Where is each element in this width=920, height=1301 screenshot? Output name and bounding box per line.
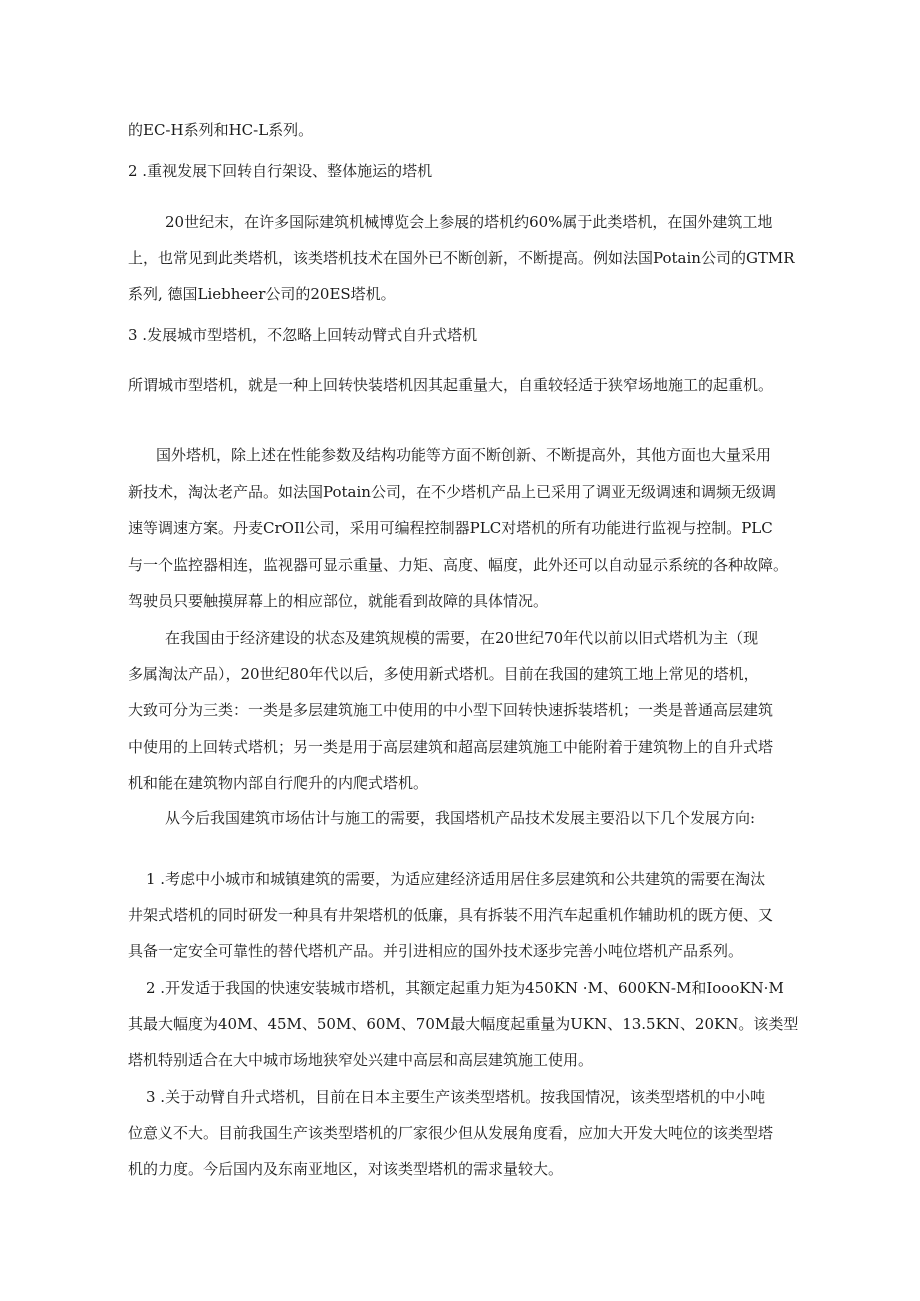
text-line: 位意义不大。目前我国生产该类型塔机的厂家很少但从发展角度看，应加大开发大吨位的该类型塔 (128, 1124, 774, 1142)
text-line: 多属淘汰产品），20世纪80年代以后，多使用新式塔机。目前在我国的建筑工地上常见的塔机， (128, 665, 759, 683)
list-item: 3 .关于动臂自升式塔机，目前在日本主要生产该类型塔机。按我国情况，该类型塔机的中小吨 (146, 1088, 766, 1106)
text-line: 具备一定安全可靠性的替代塔机产品。并引进相应的国外技术逐步完善小吨位塔机产品系列。 (128, 942, 744, 960)
text-line: 在我国由于经济建设的状态及建筑规模的需要，在20世纪70年代以前以旧式塔机为主（现 (165, 629, 759, 647)
text-line: 新技术，淘汰老产品。如法国Potain公司，在不少塔机产品上已采用了调亚无级调速和调频无级调 (128, 483, 776, 501)
text-line: 系列, 德国Liebheer公司的20ES塔机。 (128, 285, 396, 303)
text-line: 从今后我国建筑市场估计与施工的需要，我国塔机产品技术发展主要沿以下几个发展方向: (165, 809, 756, 827)
text-line: 大致可分为三类：一类是多层建筑施工中使用的中小型下回转快速拆装塔机；一类是普通高层建筑 (128, 701, 774, 719)
text-line: 塔机特别适合在大中城市场地狭窄处兴建中高层和高层建筑施工使用。 (128, 1051, 594, 1069)
list-heading: 3 .发展城市型塔机，不忽略上回转动臂式自升式塔机 (128, 326, 478, 344)
text-line: 的EC-H系列和HC-L系列。 (128, 121, 314, 139)
list-item: 2 .开发适于我国的快速安装城市塔机，其额定起重力矩为450KN ·M、600KN-M和IoooKN·M (146, 979, 784, 997)
text-line: 驾驶员只要触摸屏幕上的相应部位，就能看到故障的具体情况。 (128, 592, 549, 610)
text-line: 所谓城市型塔机，就是一种上回转快装塔机因其起重量大，自重较轻适于狭窄场地施工的起重机。 (128, 376, 774, 394)
list-item: 1 .考虑中小城市和城镇建筑的需要，为适应建经济适用居住多层建筑和公共建筑的需要在淘汰 (146, 870, 766, 888)
list-heading: 2 .重视发展下回转自行架设、整体施运的塔机 (128, 162, 433, 180)
text-line: 与一个监控器相连，监视器可显示重量、力矩、高度、幅度，此外还可以自动显示系统的各种故障。 (128, 556, 789, 574)
text-line: 其最大幅度为40M、45M、50M、60M、70M最大幅度起重量为UKN、13.5KN、20KN。该类型 (128, 1015, 799, 1033)
text-line: 中使用的上回转式塔机；另一类是用于高层建筑和超高层建筑施工中能附着于建筑物上的自升式塔 (128, 738, 774, 756)
text-line: 井架式塔机的同时研发一种具有井架塔机的低廉，具有拆装不用汽车起重机作辅助机的既方便、又 (128, 906, 774, 924)
text-line: 机的力度。今后国内及东南亚地区，对该类型塔机的需求量较大。 (128, 1160, 564, 1178)
text-line: 速等调速方案。丹麦CrOIl公司，采用可编程控制器PLC对塔机的所有功能进行监视与控制。PLC (128, 519, 773, 537)
text-line: 20世纪末，在许多国际建筑机械博览会上参展的塔机约60%属于此类塔机，在国外建筑工地 (165, 213, 773, 231)
text-line: 机和能在建筑物内部自行爬升的内爬式塔机。 (128, 774, 429, 792)
text-line: 国外塔机，除上述在性能参数及结构功能等方面不断创新、不断提高外，其他方面也大量采用 (156, 446, 772, 464)
text-line: 上，也常见到此类塔机，该类塔机技术在国外已不断创新，不断提高。例如法国Potain公司的GTMR (128, 249, 795, 267)
